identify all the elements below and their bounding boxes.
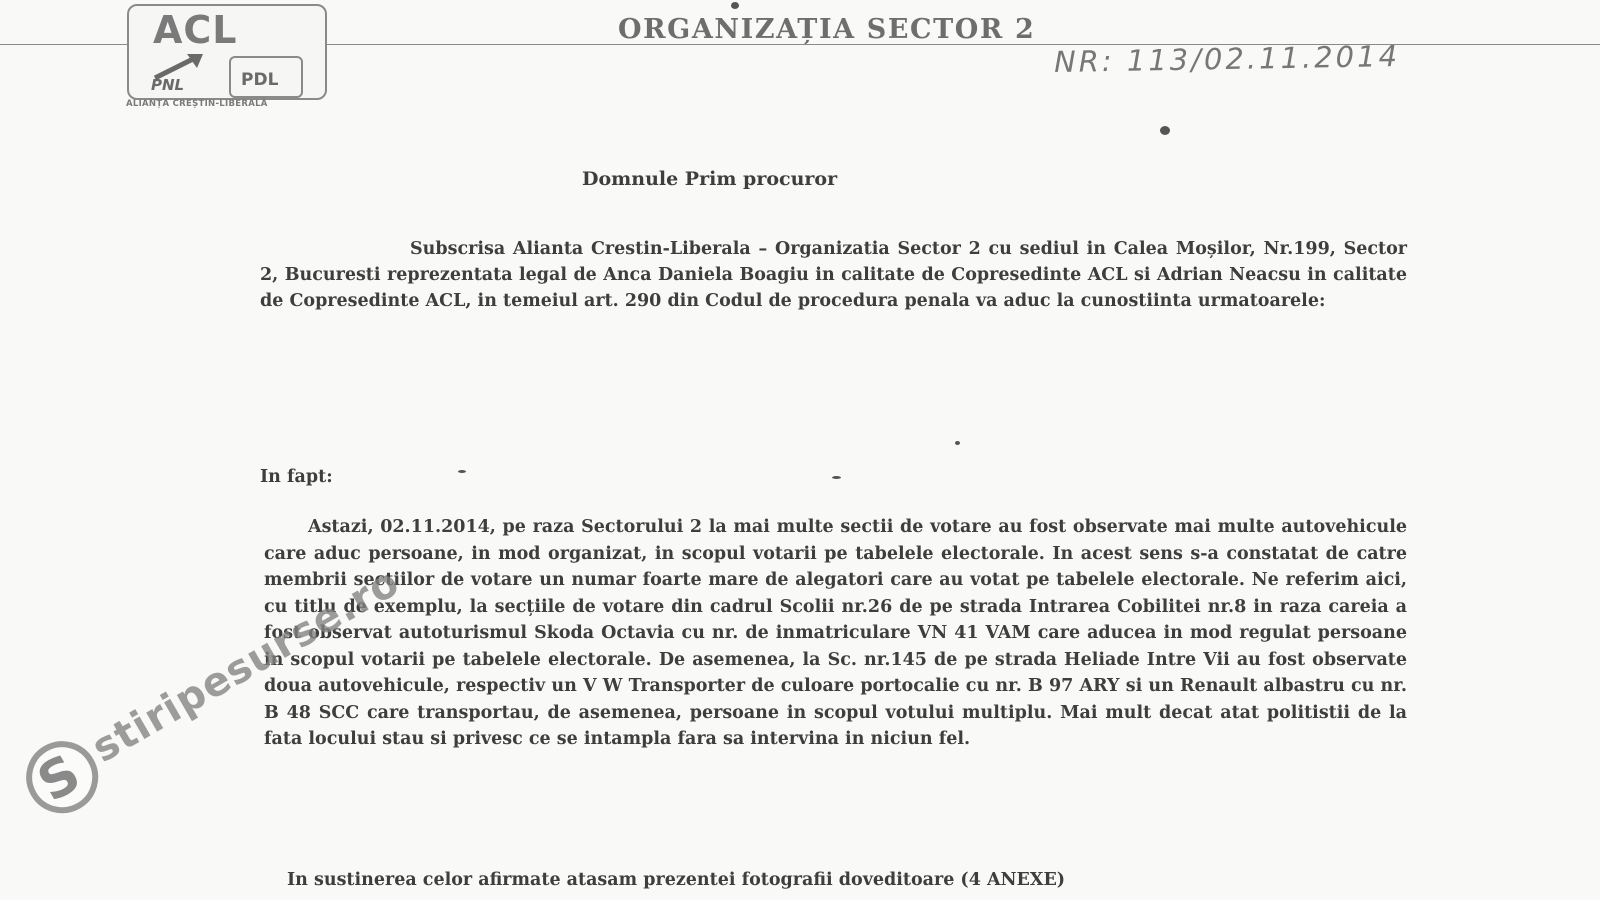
- facts-paragraph: Astazi, 02.11.2014, pe raza Sectorului 2 la mai multe sectii de votare au fost observate mai multe autovehicule care aduc persoane, in mod organizat, in scopul votarii pe tabelele electorale. In acest sens s-a constatat de catre membrii sectiilor de votare un numar foarte mare de alegatori care au votat pe tabelele electorale. Ne referim aici, cu titlu de exemplu, la secțiile de votare din cadrul Scolii nr.26 de pe strada Intrarea Cobilitei nr.8 in raza careia a fost observat autoturismul Skoda Octavia cu nr. de inmatriculare VN 41 VAM care aducea in mod regulat persoane in scopul votarii pe tabelele electorale. De asemenea, la Sc. nr.145 de pe strada Heliade Intre Vii au fost observate doua autovehicule, respectiv un V W Transporter de culoare portocalie cu nr. B 97 ARY si un Renault albastru cu nr. B 48 SCC care transportau, de asemenea, persoane in scopul votului multiplu. Mai mult decat atat politistii de la fata locului stau si privesc ce se intampla fara sa intervina in niciun fel.: [264, 517, 1407, 749]
- salutation: Domnule Prim procuror: [582, 168, 838, 190]
- logo-tagline: ALIANȚA CREȘTIN-LIBERALĂ: [126, 99, 268, 109]
- scan-speck: [731, 2, 739, 9]
- scan-speck: [458, 470, 466, 473]
- scan-speck: [1160, 126, 1170, 135]
- watermark-text: stiripesurse.ro: [84, 558, 408, 772]
- registration-number: NR: 113/02.11.2014: [1053, 38, 1401, 80]
- closing-line: In sustinerea celor afirmate atasam prezentei fotografii doveditoare (4 ANEXE): [287, 870, 1066, 890]
- scan-speck: [832, 476, 841, 479]
- acl-logo: [127, 4, 327, 100]
- pnl-emblem: [151, 54, 211, 92]
- pdl-emblem: [229, 56, 303, 98]
- logo-acl-text: ACL: [153, 8, 238, 52]
- organization-header: ORGANIZAȚIA SECTOR 2: [618, 14, 1036, 45]
- watermark-letter: S: [28, 743, 91, 815]
- section-heading: In fapt:: [260, 467, 333, 487]
- intro-paragraph: Subscrisa Alianta Crestin-Liberala – Organizatia Sector 2 cu sediul in Calea Moșilor, Nr.199, Sector 2, Bucuresti reprezentata legal de Anca Daniela Boagiu in calitate de Copresedinte ACL si Adrian Neacsu in calitate de Copresedinte ACL, in temeiul art. 290 din Codul de procedura penala va aduc la cunostiinta urmatoarele:: [260, 239, 1407, 311]
- logo-pdl-text: PDL: [241, 70, 279, 90]
- logo-pnl-text: PNL: [151, 76, 185, 94]
- scan-speck: [955, 441, 960, 445]
